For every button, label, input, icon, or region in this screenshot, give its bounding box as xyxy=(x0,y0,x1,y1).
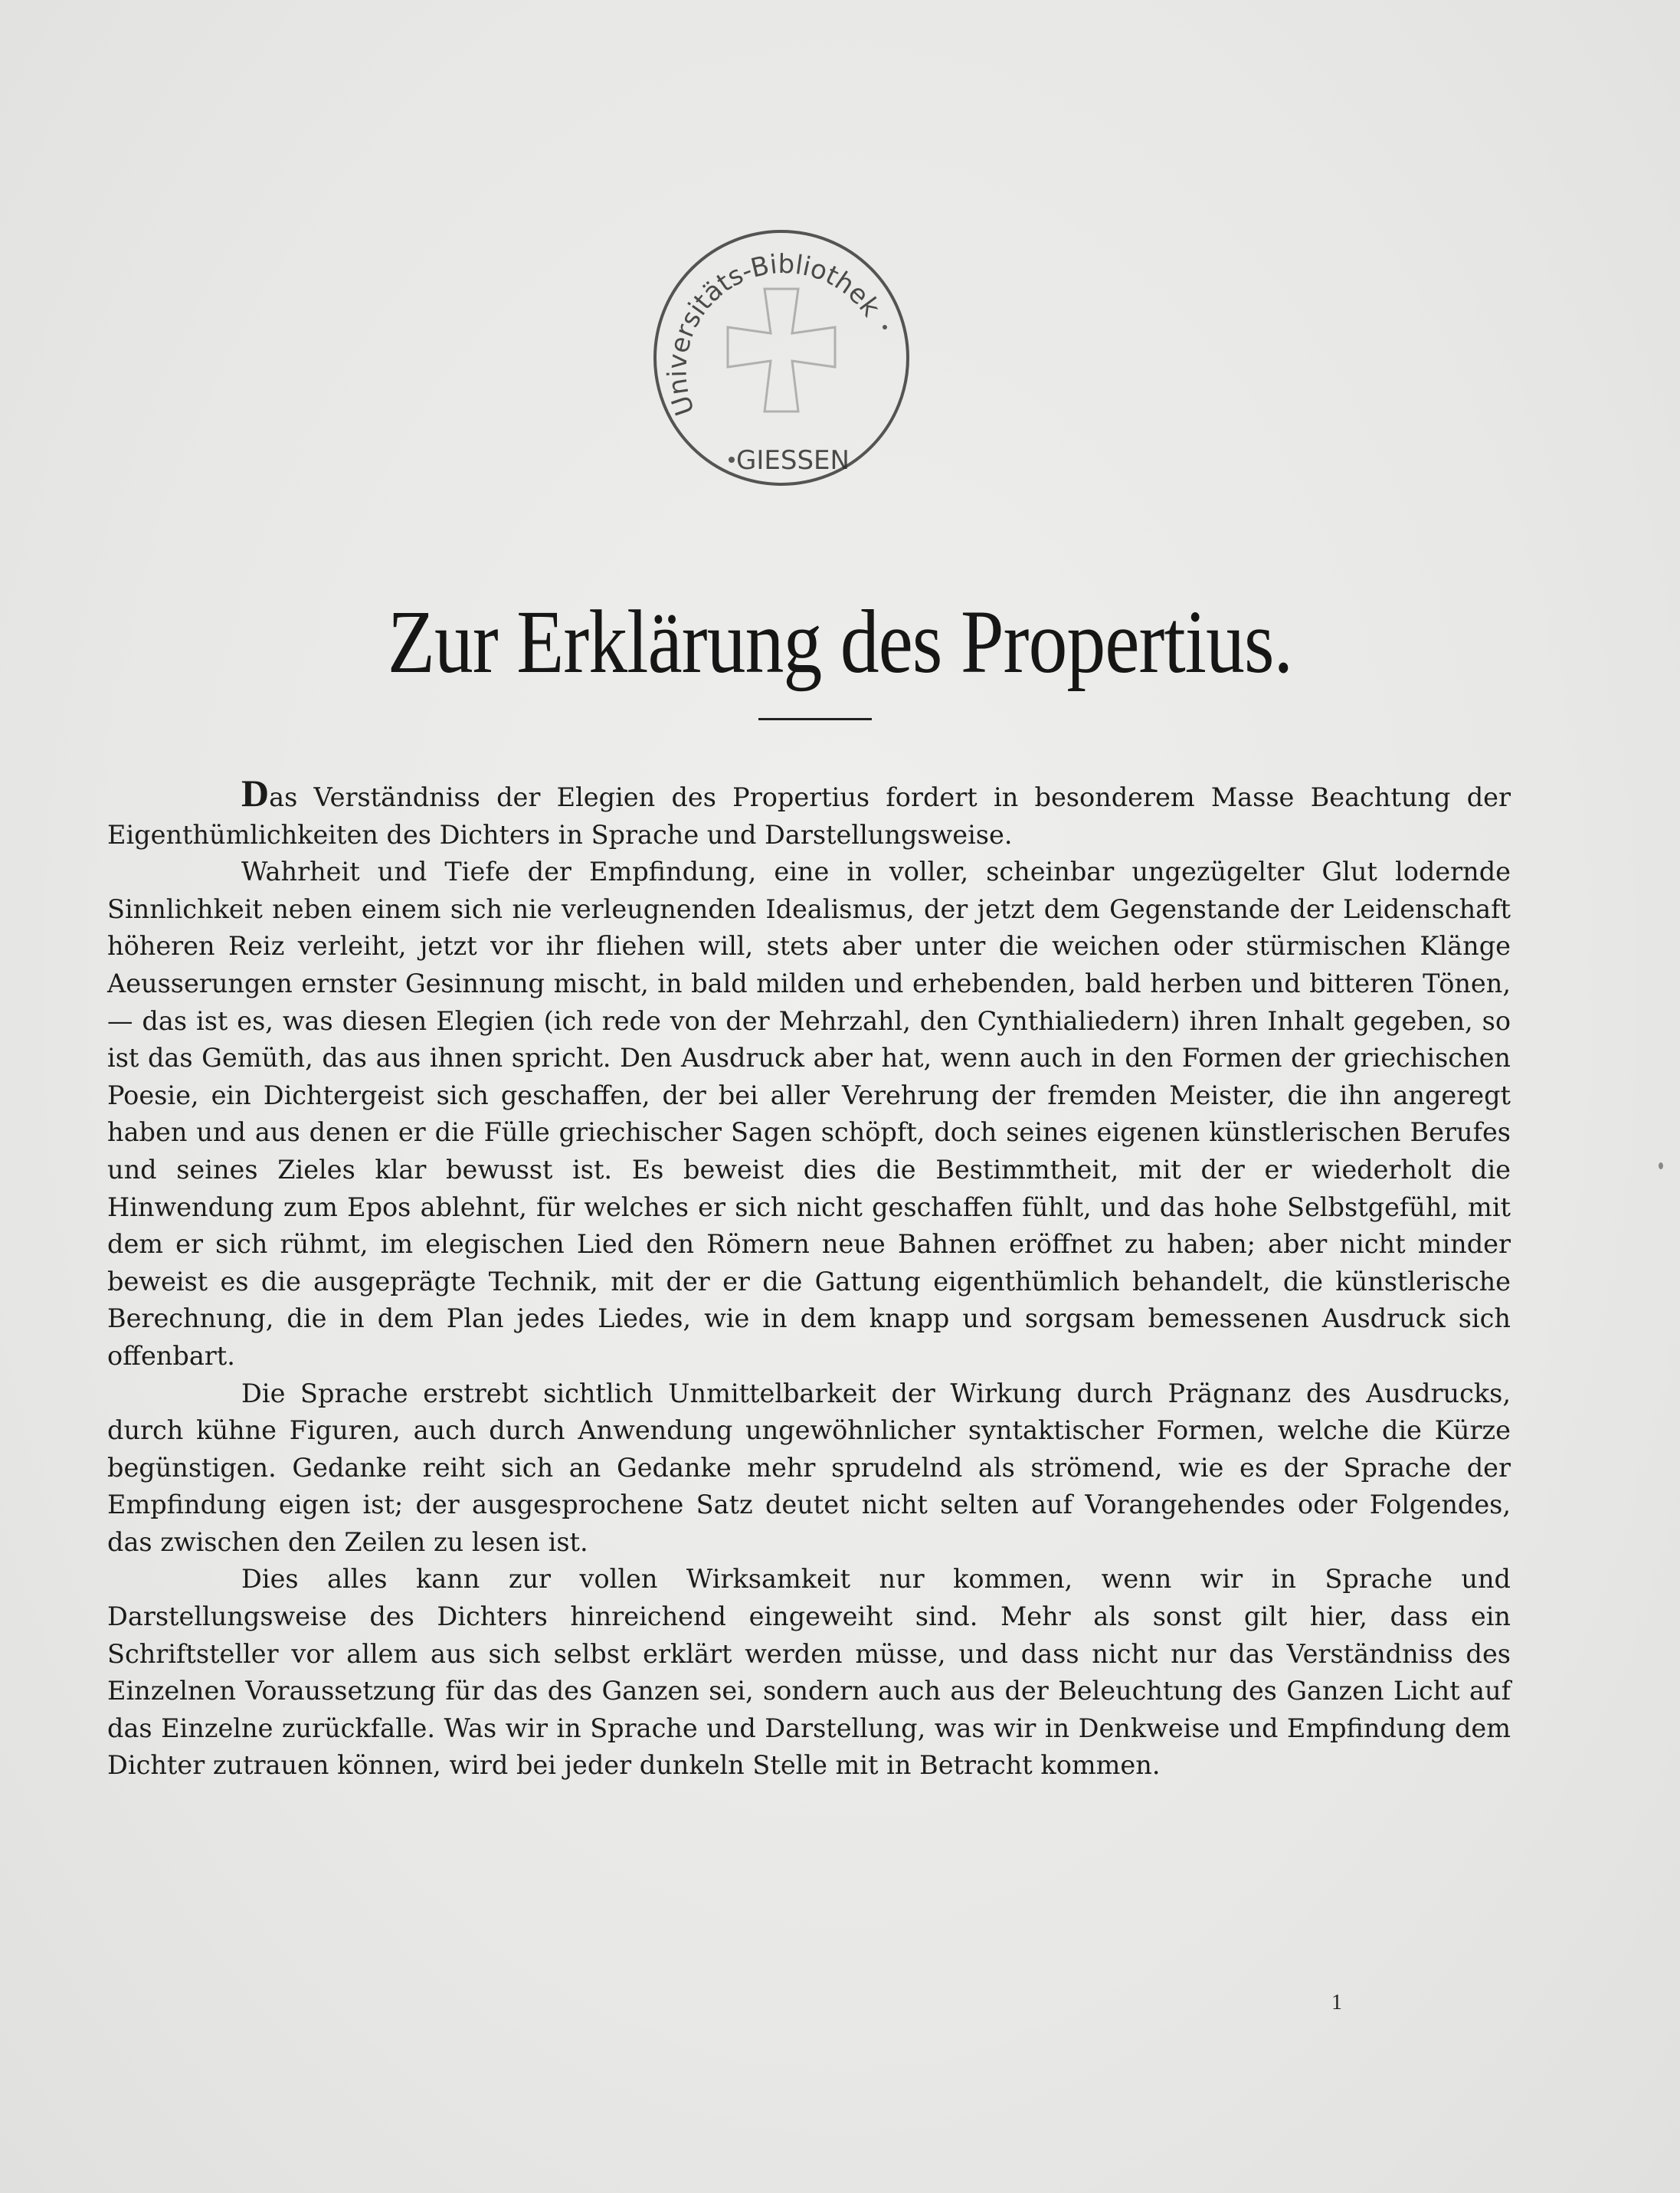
paragraph xyxy=(107,774,1511,854)
paragraph: Dies alles kann zur vollen Wirksamkeit nur kommen, wenn wir in Sprache und Darstellungsweise des Dichters hinreichend eingeweiht sind. Mehr als sonst gilt hier, dass ein Schriftsteller vor allem aus sich selbst erklärt werden müsse, und dass nicht nur das Verständniss des Einzelnen Voraussetzung für das des Ganzen sei, sondern auch aus der Beleuchtung des Ganzen Licht auf das Einzelne zurückfalle. Was wir in Sprache und Darstellung, was wir in Denkweise und Empfindung dem Dichter zutrauen können, wird bei jeder dunkeln Stelle mit in Betracht kommen. xyxy=(107,1564,1511,1781)
page-number: 1 xyxy=(1331,1991,1342,2014)
title-divider xyxy=(758,718,872,720)
paragraph: Wahrheit und Tiefe der Empfindung, eine in voller, scheinbar ungezügelter Glut lodernde Sinnlichkeit neben einem sich nie verleugnenden Idealismus, der jetzt dem Gegenstande der Leidenschaft höheren Reiz verleiht, jetzt vor ihr fliehen will, stets aber unter die weichen oder stürmischen Klänge Aeusserungen ernster Gesinnung mischt, in bald milden und erhebenden, bald herben und bitteren Tönen, — das ist es, was diesen Elegien (ich rede von der Mehrzahl, den Cynthialiedern) ihren Inhalt gegeben, so ist das Gemüth, das aus ihnen spricht. Den Ausdruck aber hat, wenn auch in den Formen der griechischen Poesie, ein Dichtergeist sich geschaffen, der bei aller Verehrung der fremden Meister, die ihn angeregt haben und aus denen er die Fülle griechischer Sagen schöpft, doch seines eigenen künstlerischen Berufes und seines Zieles klar bewusst ist. Es beweist dies die Bestimmtheit, mit der er wiederholt die Hinwendung zum Epos ablehnt, für welches er sich nicht geschaffen fühlt, und das hohe Selbstgefühl, mit dem er sich rühmt, im elegischen Lied den Römern neue Bahnen eröffnet zu haben; aber nicht minder beweist es die ausgeprägte Technik, mit der er die Gattung eigenthümlich behandelt, die künstlerische Berechnung, die in dem Plan jedes Liedes, wie in dem knapp und sorgsam bemessenen Ausdruck sich offenbart. xyxy=(107,857,1511,1371)
page-title: Zur Erklärung des Propertius. xyxy=(387,592,1293,692)
library-stamp xyxy=(640,216,923,500)
body-text xyxy=(107,774,1511,1785)
paragraph-text: as Verständniss der Elegien des Propertius fordert in besonderem Masse Beachtung der Eigenthümlichkeiten des Dichters in Sprache und Darstellungsweise. xyxy=(107,782,1511,850)
cross-emblem-icon xyxy=(728,289,835,411)
stamp-city: GIESSEN xyxy=(736,445,850,476)
paper-speck xyxy=(1659,1162,1663,1169)
drop-cap: D xyxy=(241,772,270,815)
paragraph: Die Sprache erstrebt sichtlich Unmittelbarkeit der Wirkung durch Prägnanz des Ausdrucks, durch kühne Figuren, auch durch Anwendung ungewöhnlicher syntaktischer Formen, welche die Kürze begünstigen. Gedanke reiht sich an Gedanke mehr sprudelnd als strömend, wie es der Sprache der Empfindung eigen ist; der ausgesprochene Satz deutet nicht selten auf Vorangehendes oder Folgendes, das zwischen den Zeilen zu lesen ist. xyxy=(107,1378,1511,1557)
stamp-arc-text: Universitäts-Bibliothek xyxy=(662,248,886,420)
